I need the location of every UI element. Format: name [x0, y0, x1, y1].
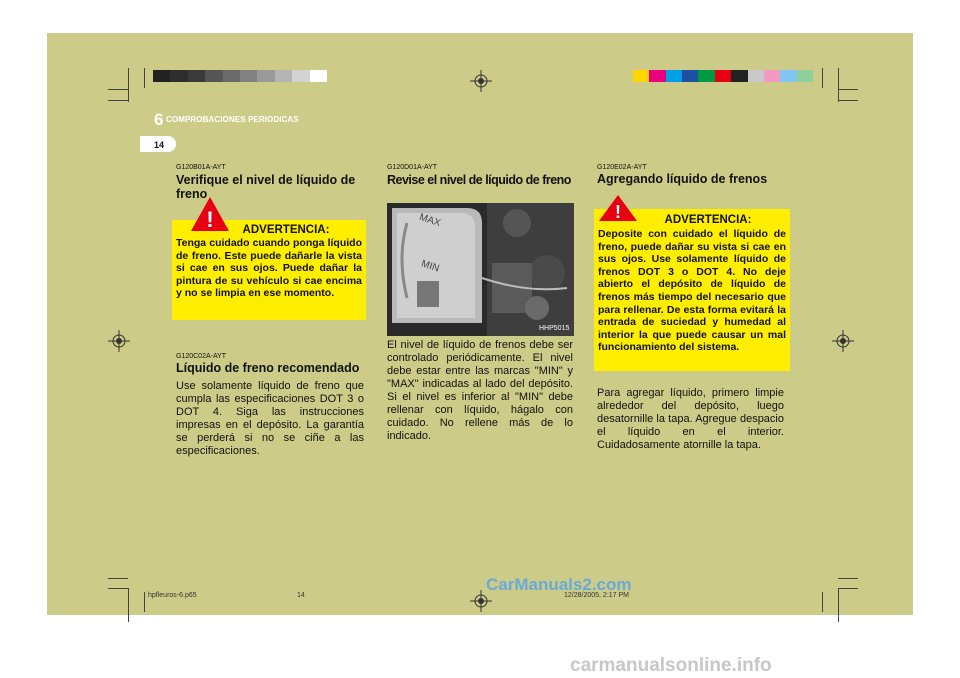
color-bar — [633, 70, 813, 82]
page-number: 14 — [154, 140, 165, 150]
watermark-link[interactable]: CarManuals2.com — [486, 575, 632, 594]
brake-reservoir-photo — [387, 203, 574, 336]
color-swatch — [633, 70, 649, 82]
warning-triangle-icon — [190, 196, 230, 232]
watermark-site: carmanualsonline.info — [570, 655, 772, 676]
color-swatch — [780, 70, 796, 82]
section-code: G120D01A-AYT — [387, 164, 438, 171]
color-swatch — [223, 70, 240, 82]
color-swatch — [748, 70, 764, 82]
color-swatch — [188, 70, 205, 82]
warning-text: Tenga cuidado cuando ponga líquido de freno. Este puede dañarle la vista si cae en sus ojos. Puede dañar la pintura de su vehículo si cae encima y no se limpia en ese momento. — [176, 237, 362, 300]
color-swatch — [666, 70, 682, 82]
color-swatch — [649, 70, 665, 82]
warning-title: ADVERTENCIA: — [242, 224, 330, 236]
footer-file: hpfleuros-6.p65 — [148, 592, 197, 599]
max-mark-label: MAX — [417, 211, 442, 230]
color-swatch — [310, 70, 327, 82]
section-heading: Agregando líquido de frenos — [597, 172, 768, 186]
color-swatch — [731, 70, 747, 82]
color-swatch — [240, 70, 257, 82]
color-swatch — [170, 70, 187, 82]
svg-text:!: ! — [206, 207, 214, 232]
footer-date: 12/28/2005, 2:17 PM — [564, 592, 629, 599]
registration-mark-left — [108, 330, 130, 352]
color-swatch — [715, 70, 731, 82]
registration-mark-right — [832, 330, 854, 352]
warning-triangle-icon — [598, 194, 638, 222]
warning-box — [594, 209, 790, 371]
chapter-number: 6 — [154, 110, 164, 129]
section-code: G120B01A-AYT — [176, 164, 226, 171]
color-swatch — [292, 70, 309, 82]
color-swatch — [682, 70, 698, 82]
registration-mark-top — [470, 70, 492, 92]
color-swatch — [764, 70, 780, 82]
color-swatch — [698, 70, 714, 82]
warning-title: ADVERTENCIA: — [664, 214, 752, 226]
section-code: G120E02A-AYT — [597, 164, 647, 171]
section-heading: Revise el nivel de líquido de freno — [387, 173, 571, 187]
color-swatch — [205, 70, 222, 82]
section-code: G120C02A-AYT — [176, 353, 227, 360]
warning-text: Deposite con cuidado el líquido de freno, puede dañar su vista si cae en sus ojos. Use solamente líquido de frenos DOT 3 o DOT 4. No deje abierto el depósito de líquido de frenos más tiempo del necesario que para rellenar. De esta forma evitará la entrada de suciedad y humedad al interior la que puede causar un mal funcionamiento del sistema. — [598, 228, 786, 354]
color-swatch — [257, 70, 274, 82]
photo-caption: HHP5015 — [539, 325, 570, 332]
svg-text:!: ! — [615, 202, 621, 222]
section-heading: Líquido de freno recomendado — [176, 361, 360, 375]
warning-box — [172, 220, 366, 320]
color-swatch — [153, 70, 170, 82]
body-text: Use solamente líquido de freno que cumpla las especificaciones DOT 3 o DOT 4. Siga las instrucciones impresas en el depósito. La garantía se perderá si no se ciñe a las especificaciones. — [176, 380, 364, 457]
chapter-title: COMPROBACIONES PERIODICAS — [166, 115, 299, 124]
min-mark-label: MIN — [419, 258, 441, 275]
color-swatch — [275, 70, 292, 82]
color-swatch — [797, 70, 813, 82]
body-text: Para agregar líquido, primero limpie alrededor del depósito, luego desatornille la tapa. Agregue despacio el líquido en el interior. Cuidadosamente atornille la tapa. — [597, 387, 784, 451]
footer-page: 14 — [297, 592, 305, 599]
body-text: El nivel de líquido de frenos debe ser controlado periódicamente. El nivel debe estar entre las marcas "MIN" y "MAX" indicadas al lado del depósito. Si el nivel es inferior al "MIN" debe rellenar con líquido, hágalo con cuidado. No rellene más de lo indicado. — [387, 339, 573, 442]
section-heading: Verifique el nivel de líquido de freno — [176, 173, 356, 201]
grayscale-bar — [153, 70, 327, 82]
